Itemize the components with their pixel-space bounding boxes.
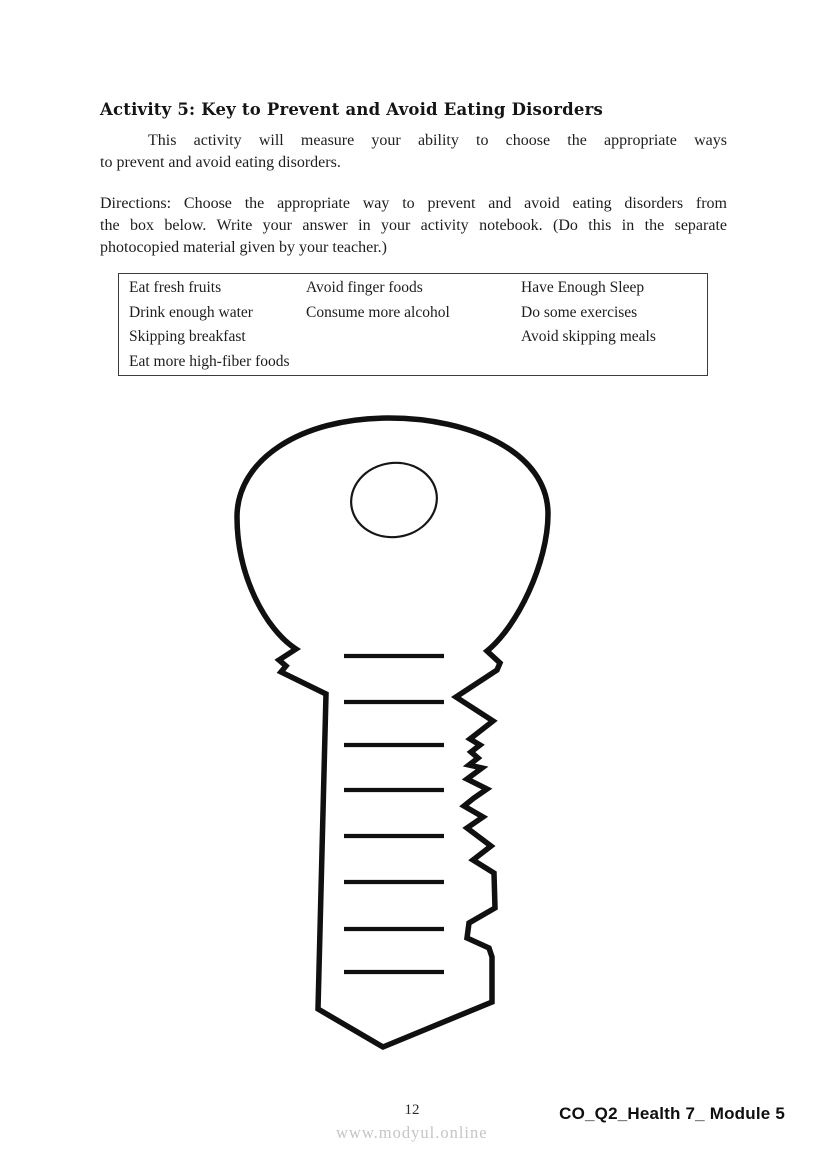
activity-title: Activity 5: Key to Prevent and Avoid Eating Disorders — [100, 100, 603, 119]
word-bank-item: Have Enough Sleep — [521, 279, 645, 296]
directions-line: the box below. Write your answer in your activity notebook. (Do this in the separate — [100, 217, 727, 234]
watermark-text: www.modyul.online — [336, 1123, 488, 1142]
intro-line: This activity will measure your ability to choose the appropriate ways — [148, 132, 727, 149]
word-bank-item: Avoid finger foods — [306, 279, 423, 296]
module-label: CO_Q2_Health 7_ Module 5 — [559, 1104, 785, 1123]
word-bank-item: Eat more high-fiber foods — [129, 352, 290, 370]
word-bank-item: Drink enough water — [129, 303, 253, 321]
directions-line: photocopied material given by your teacher.) — [100, 239, 388, 256]
word-bank-item: Consume more alcohol — [306, 303, 450, 321]
word-bank-item: Do some exercises — [521, 303, 638, 321]
word-bank-item: Avoid skipping meals — [521, 328, 656, 345]
word-bank-item: Skipping breakfast — [129, 328, 246, 345]
directions-line: Directions: Choose the appropriate way to prevent and avoid eating disorders from — [100, 195, 727, 212]
word-bank-item: Eat fresh fruits — [129, 279, 222, 296]
page-number: 12 — [404, 1102, 420, 1118]
key-outline-path — [237, 418, 548, 1047]
intro-line: to prevent and avoid eating disorders. — [100, 154, 341, 171]
